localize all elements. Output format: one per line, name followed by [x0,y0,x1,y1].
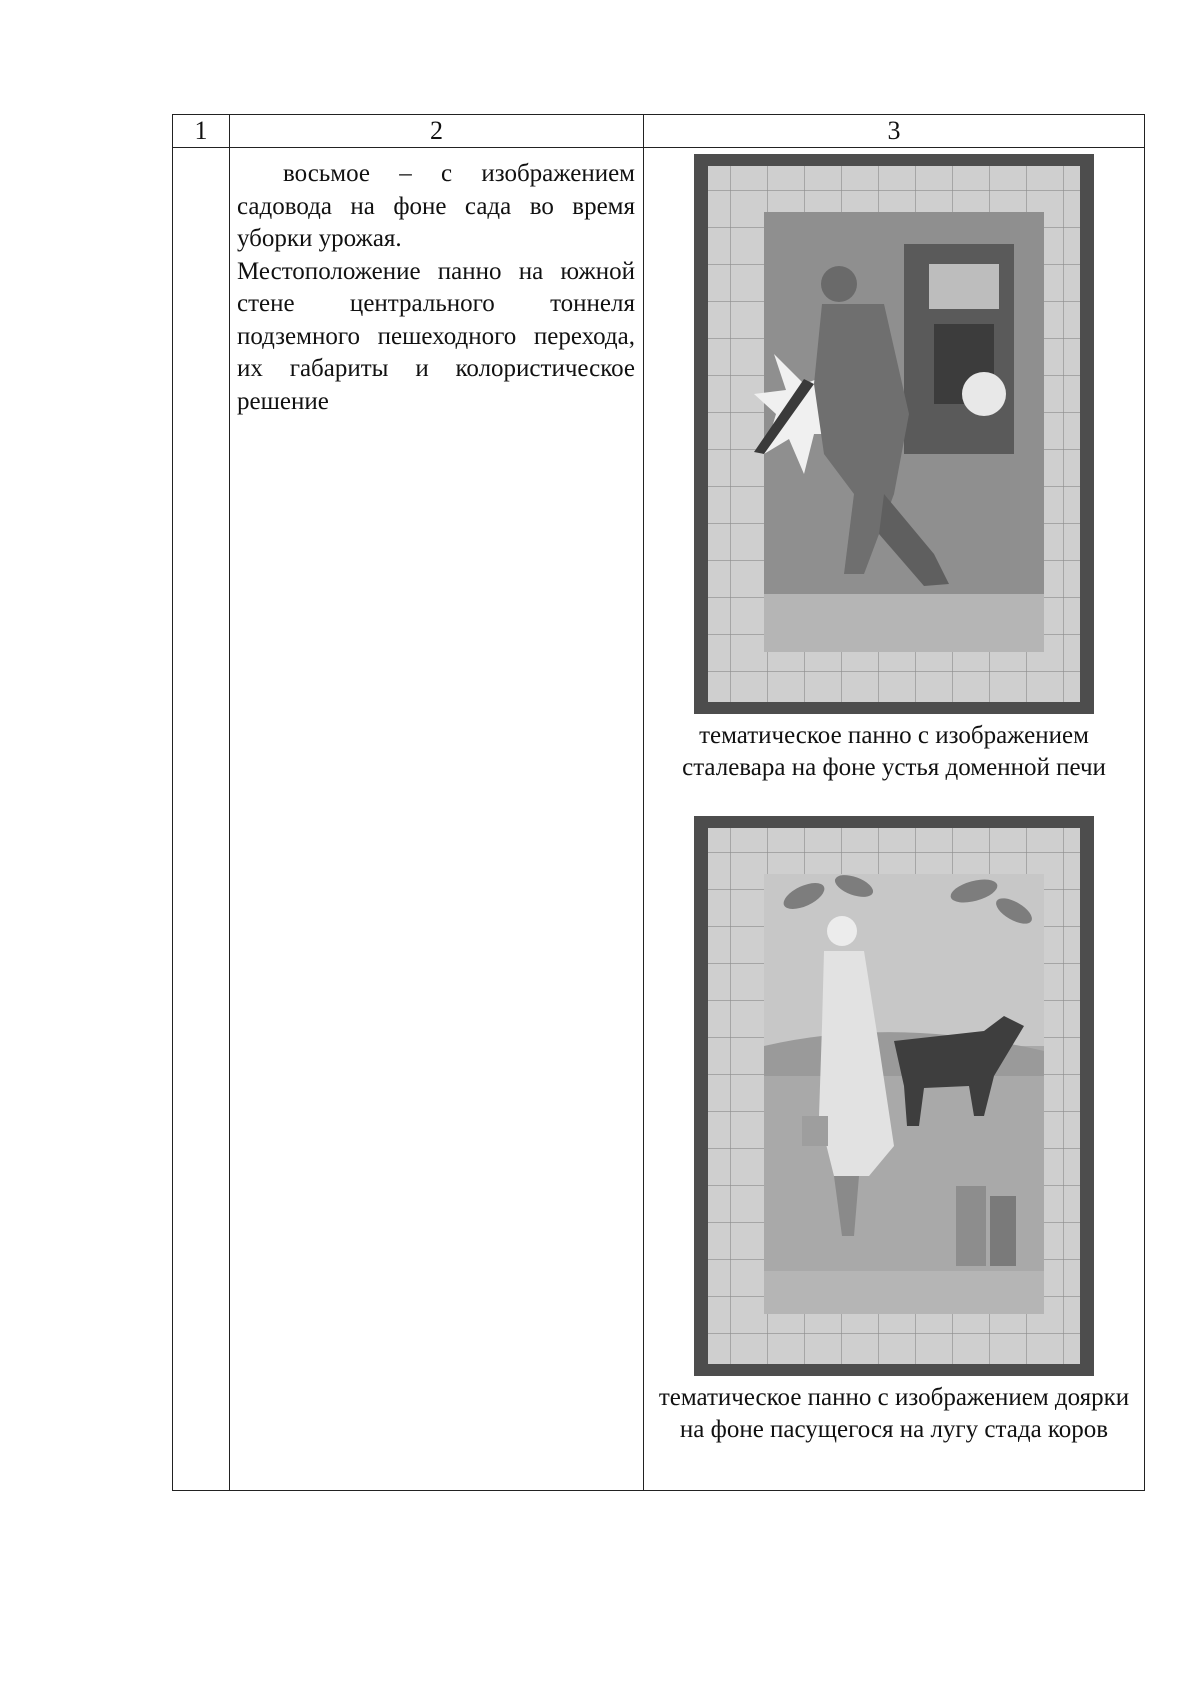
row-col-1 [173,148,230,1491]
description-paragraph-2: Местоположение панно на южной стене центрального тоннеля подземного пешеходного перехода, их габариты и колористическое решение [237,257,635,415]
header-col-1: 1 [173,115,230,148]
row-col-3-figures [644,148,1145,1491]
mosaic-milkmaid-image [694,816,1094,1376]
document-table [172,114,1143,1491]
figure-caption-2: тематическое панно с изображением доярки на фоне пасущегося на лугу стада коров [658,1384,1130,1443]
figure-caption-1: тематическое панно с изображением сталевара на фоне устья доменной печи [682,722,1106,781]
mosaic-steelworker-image [694,154,1094,714]
description-paragraph-1: восьмое – с изображением садовода на фоне сада во время уборки урожая. [237,160,635,252]
table-row [173,148,1145,1491]
header-col-3: 3 [644,115,1145,148]
header-col-2: 2 [230,115,644,148]
row-col-2-description [230,148,644,1491]
table-header-row [173,115,1145,148]
